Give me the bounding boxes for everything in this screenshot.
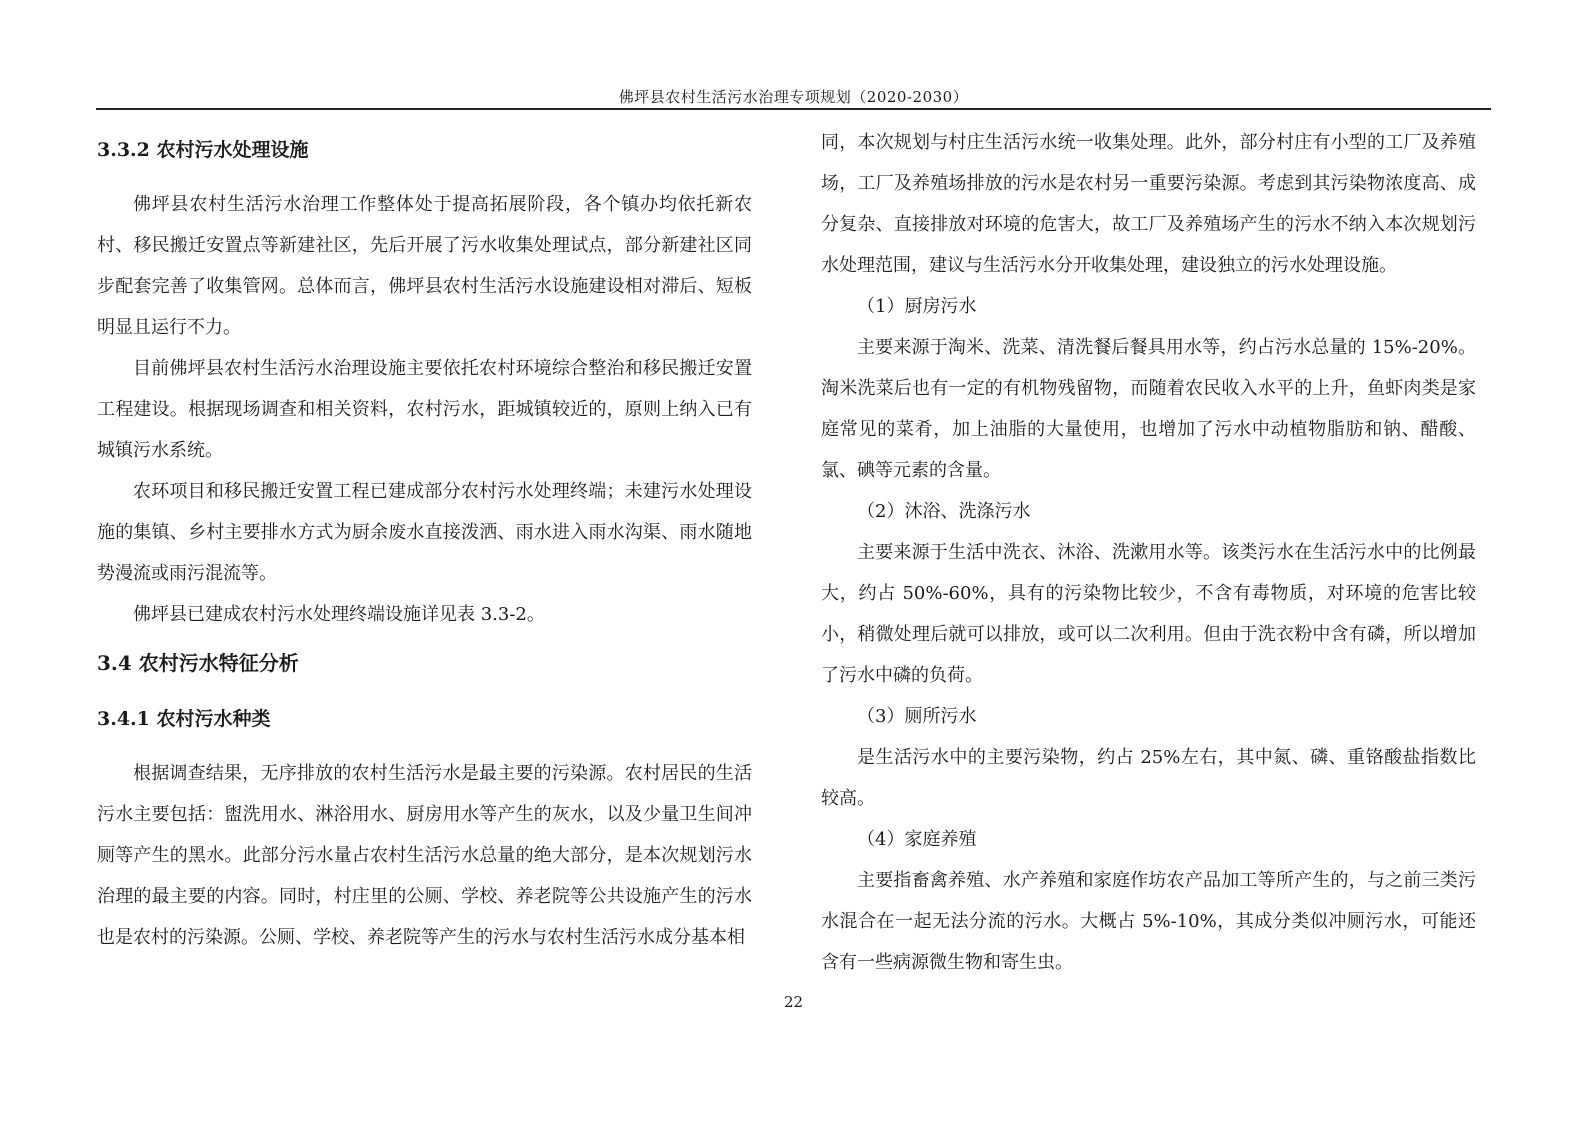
subheading-bathing-washing-wastewater: （2）沐浴、洗涤污水 xyxy=(857,501,1031,522)
header-rule xyxy=(96,108,1491,110)
left-column xyxy=(97,122,752,958)
section-heading-3-3-2: 3.3.2 农村污水处理设施 xyxy=(97,139,309,161)
section-heading-3-4-1: 3.4.1 农村污水种类 xyxy=(97,708,271,730)
paragraph: 根据调查结果，无序排放的农村生活污水是最主要的污染源。农村居民的生活污水主要包括：盥洗用水、淋浴用水、厨房用水等产生的灰水，以及少量卫生间冲厕等产生的黑水。此部分污水量占农村生活污水总量的绝大部分，是本次规划污水治理的最主要的内容。同时，村庄里的公厕、学校、养老院等公共设施产生的污水也是农村的污染源。公厕、学校、养老院等产生的污水与农村生活污水成分基本相 xyxy=(97,763,752,948)
paragraph: 主要来源于生活中洗衣、沐浴、洗漱用水等。该类污水在生活污水中的比例最大，约占 50%-60%，具有的污染物比较少，不含有毒物质，对环境的危害比较小，稍微处理后就可以排放，或可以二次利用。但由于洗衣粉中含有磷，所以增加了污水中磷的负荷。 xyxy=(821,542,1476,686)
paragraph: 是生活污水中的主要污染物，约占 25%左右，其中氮、磷、重铬酸盐指数比较高。 xyxy=(821,747,1476,809)
subheading-toilet-wastewater: （3）厕所污水 xyxy=(857,706,977,727)
paragraph: 目前佛坪县农村生活污水治理设施主要依托农村环境综合整治和移民搬迁安置工程建设。根据现场调查和相关资料，农村污水，距城镇较近的，原则上纳入已有城镇污水系统。 xyxy=(97,358,752,461)
subheading-household-farming: （4）家庭养殖 xyxy=(857,829,977,850)
section-heading-3-4: 3.4 农村污水特征分析 xyxy=(97,651,299,675)
running-header: 佛坪县农村生活污水治理专项规划（2020-2030） xyxy=(618,88,969,106)
right-column xyxy=(821,122,1476,983)
paragraph-continued: 同，本次规划与村庄生活污水统一收集处理。此外，部分村庄有小型的工厂及养殖场，工厂及养殖场排放的污水是农村另一重要污染源。考虑到其污染物浓度高、成分复杂、直接排放对环境的危害大，故工厂及养殖场产生的污水不纳入本次规划污水处理范围，建议与生活污水分开收集处理，建设独立的污水处理设施。 xyxy=(821,132,1476,276)
subheading-kitchen-wastewater: （1）厨房污水 xyxy=(857,296,977,317)
paragraph: 农环项目和移民搬迁安置工程已建成部分农村污水处理终端；未建污水处理设施的集镇、乡村主要排水方式为厨余废水直接泼洒、雨水进入雨水沟渠、雨水随地势漫流或雨污混流等。 xyxy=(97,481,752,584)
page-number: 22 xyxy=(783,993,804,1011)
paragraph: 佛坪县农村生活污水治理工作整体处于提高拓展阶段，各个镇办均依托新农村、移民搬迁安置点等新建社区，先后开展了污水收集处理试点，部分新建社区同步配套完善了收集管网。总体而言，佛坪县农村生活污水设施建设相对滞后、短板明显且运行不力。 xyxy=(97,194,752,338)
paragraph: 主要来源于淘米、洗菜、清洗餐后餐具用水等，约占污水总量的 15%-20%。淘米洗菜后也有一定的有机物残留物，而随着农民收入水平的上升，鱼虾肉类是家庭常见的菜肴，加上油脂的大量使用，也增加了污水中动植物脂肪和钠、醋酸、氯、碘等元素的含量。 xyxy=(821,337,1476,481)
paragraph: 佛坪县已建成农村污水处理终端设施详见表 3.3-2。 xyxy=(133,604,545,625)
paragraph: 主要指畜禽养殖、水产养殖和家庭作坊农产品加工等所产生的，与之前三类污水混合在一起无法分流的污水。大概占 5%-10%，其成分类似冲厕污水，可能还含有一些病源微生物和寄生虫。 xyxy=(821,870,1476,973)
